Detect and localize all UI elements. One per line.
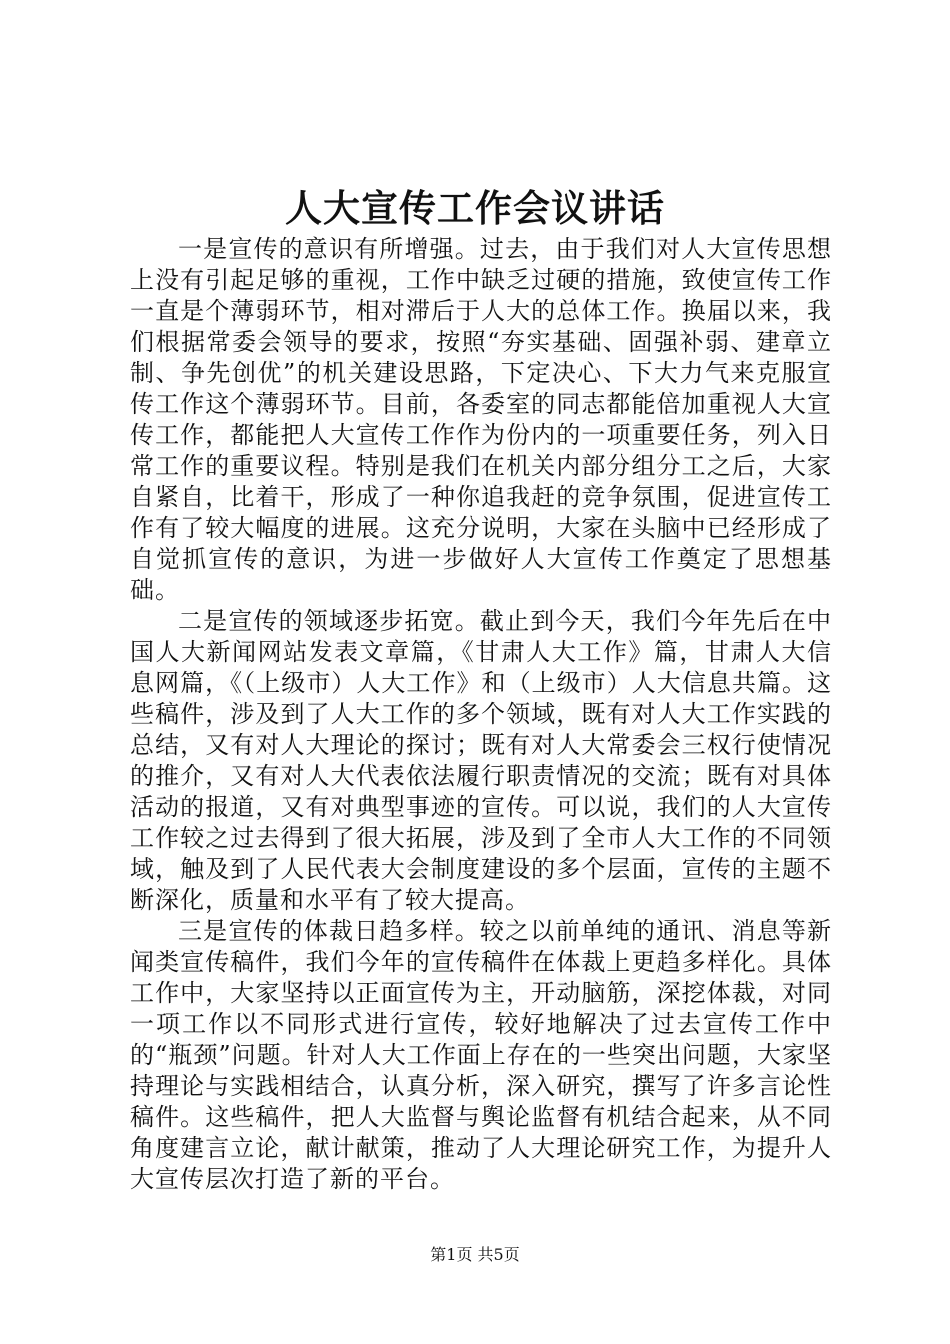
- document-body: [130, 234, 832, 1195]
- paragraph-1: 一是宣传的意识有所增强。过去，由于我们对人大宣传思想上没有引起足够的重视，工作中缺乏过硬的措施，致使宣传工作一直是个薄弱环节，相对滞后于人大的总体工作。换届以来，我们根据常委会领导的要求，按照“夯实基础、固强补弱、建章立制、争先创优”的机关建设思路，下定决心、下大力气来克服宣传工作这个薄弱环节。目前，各委室的同志都能倍加重视人大宣传工作，都能把人大宣传工作作为份内的一项重要任务，列入日常工作的重要议程。特别是我们在机关内部分组分工之后，大家自紧自，比着干，形成了一种你追我赶的竞争氛围，促进宣传工作有了较大幅度的进展。这充分说明，大家在头脑中已经形成了自觉抓宣传的意识，为进一步做好人大宣传工作奠定了思想基础。: [130, 235, 832, 604]
- document-title: 人大宣传工作会议讲话: [285, 186, 665, 230]
- paragraph-3: 三是宣传的体裁日趋多样。较之以前单纯的通讯、消息等新闻类宣传稿件，我们今年的宣传稿件在体裁上更趋多样化。具体工作中，大家坚持以正面宣传为主，开动脑筋，深挖体裁，对同一项工作以不同形式进行宣传，较好地解决了过去宣传工作中的“瓶颈”问题。针对人大工作面上存在的一些突出问题，大家坚持理论与实践相结合，认真分析，深入研究，撰写了许多言论性稿件。这些稿件，把人大监督与舆论监督有机结合起来，从不同角度建言立论，献计献策，推动了人大理论研究工作，为提升人大宣传层次打造了新的平台。: [130, 917, 832, 1193]
- paragraph-2: 二是宣传的领域逐步拓宽。截止到今天，我们今年先后在中国人大新闻网站发表文章篇，《甘肃人大工作》篇，甘肃人大信息网篇，《（上级市）人大工作》和（上级市）人大信息共篇。这些稿件，涉及到了人大工作的多个领域，既有对人大工作实践的总结，又有对人大理论的探讨；既有对人大常委会三权行使情况的推介，又有对人大代表依法履行职责情况的交流；既有对具体活动的报道，又有对典型事迹的宣传。可以说，我们的人大宣传工作较之过去得到了很大拓展，涉及到了全市人大工作的不同领域，触及到了人民代表大会制度建设的多个层面，宣传的主题不断深化，质量和水平有了较大提高。: [130, 607, 832, 914]
- page-number-footer: 第1页 共5页: [430, 1245, 520, 1264]
